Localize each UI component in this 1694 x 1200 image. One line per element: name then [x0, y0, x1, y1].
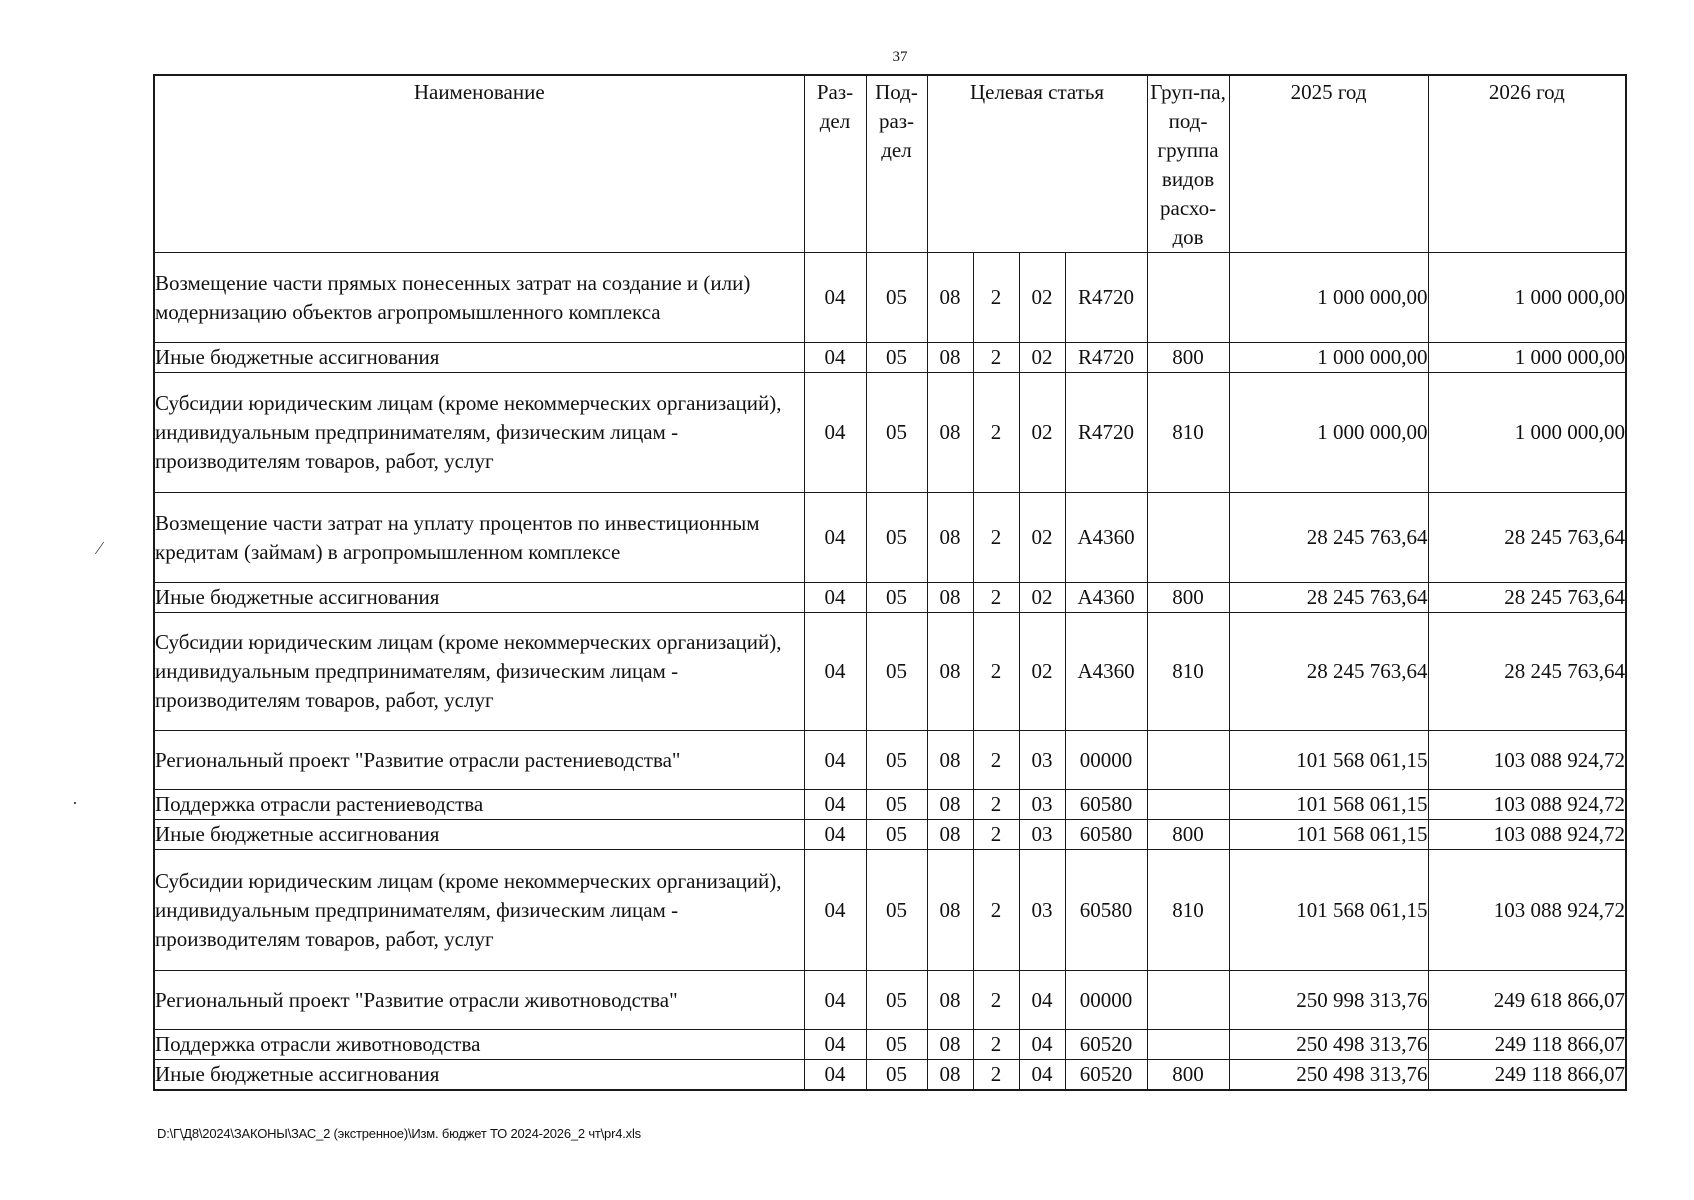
amount-2025-cell: 250 998 313,76 — [1229, 971, 1428, 1030]
target-program-cell: 08 — [927, 493, 973, 583]
target-event-cell: 04 — [1019, 1060, 1065, 1091]
row-name: Иные бюджетные ассигнования — [154, 1060, 804, 1091]
target-event-cell: 03 — [1019, 850, 1065, 971]
amount-2025-cell: 1 000 000,00 — [1229, 343, 1428, 373]
page-number: 37 — [892, 49, 908, 65]
target-program-cell: 08 — [927, 343, 973, 373]
target-direction-cell: 60520 — [1065, 1060, 1147, 1091]
target-subprogram-cell: 2 — [973, 850, 1019, 971]
razdel-cell: 04 — [804, 613, 866, 731]
razdel-cell: 04 — [804, 583, 866, 613]
table-row — [154, 373, 1626, 493]
razdel-cell: 04 — [804, 343, 866, 373]
podrazdel-cell: 05 — [866, 820, 927, 850]
amount-2026-cell: 249 118 866,07 — [1428, 1030, 1626, 1060]
podrazdel-cell: 05 — [866, 253, 927, 343]
header-target: Целевая статья — [927, 75, 1147, 253]
table-row — [154, 1030, 1626, 1060]
expense-group-cell — [1147, 731, 1229, 790]
amount-2026-cell: 1 000 000,00 — [1428, 343, 1626, 373]
target-program-cell: 08 — [927, 373, 973, 493]
target-event-cell: 02 — [1019, 373, 1065, 493]
target-program-cell: 08 — [927, 731, 973, 790]
expense-group-cell — [1147, 790, 1229, 820]
amount-2026-cell: 249 618 866,07 — [1428, 971, 1626, 1030]
razdel-cell: 04 — [804, 493, 866, 583]
footer-file-path: D:\Г\Д8\2024\ЗАКОНЫ\ЗАС_2 (экстренное)\Изм. бюджет ТО 2024-2026_2 чт\pr4.xls — [157, 1126, 641, 1141]
table-row — [154, 613, 1626, 731]
expense-group-cell — [1147, 493, 1229, 583]
row-name: Субсидии юридическим лицам (кроме некоммерческих организаций), индивидуальным предпринимателям, физическим лицам - производителям товаров, работ, услуг — [154, 850, 804, 971]
table-row — [154, 583, 1626, 613]
target-subprogram-cell: 2 — [973, 343, 1019, 373]
amount-2025-cell: 28 245 763,64 — [1229, 613, 1428, 731]
row-name: Возмещение части затрат на уплату процентов по инвестиционным кредитам (займам) в агропромышленном комплексе — [154, 493, 804, 583]
target-program-cell: 08 — [927, 850, 973, 971]
amount-2025-cell: 28 245 763,64 — [1229, 493, 1428, 583]
podrazdel-cell: 05 — [866, 373, 927, 493]
amount-2025-cell: 28 245 763,64 — [1229, 583, 1428, 613]
podrazdel-cell: 05 — [866, 1060, 927, 1091]
table-row — [154, 1060, 1626, 1091]
header-year-2026: 2026 год — [1428, 75, 1626, 253]
razdel-cell: 04 — [804, 971, 866, 1030]
table-row — [154, 790, 1626, 820]
razdel-cell: 04 — [804, 790, 866, 820]
target-direction-cell: A4360 — [1065, 583, 1147, 613]
row-name: Региональный проект "Развитие отрасли растениеводства" — [154, 731, 804, 790]
table-row — [154, 820, 1626, 850]
target-program-cell: 08 — [927, 583, 973, 613]
podrazdel-cell: 05 — [866, 971, 927, 1030]
razdel-cell: 04 — [804, 731, 866, 790]
target-direction-cell: 60580 — [1065, 820, 1147, 850]
podrazdel-cell: 05 — [866, 493, 927, 583]
row-name: Субсидии юридическим лицам (кроме некоммерческих организаций), индивидуальным предпринимателям, физическим лицам - производителям товаров, работ, услуг — [154, 373, 804, 493]
row-name: Иные бюджетные ассигнования — [154, 820, 804, 850]
target-direction-cell: R4720 — [1065, 253, 1147, 343]
razdel-cell: 04 — [804, 850, 866, 971]
expense-group-cell — [1147, 971, 1229, 1030]
target-event-cell: 04 — [1019, 1030, 1065, 1060]
target-program-cell: 08 — [927, 1030, 973, 1060]
razdel-cell: 04 — [804, 373, 866, 493]
target-subprogram-cell: 2 — [973, 790, 1019, 820]
target-subprogram-cell: 2 — [973, 1030, 1019, 1060]
podrazdel-cell: 05 — [866, 583, 927, 613]
amount-2025-cell: 250 498 313,76 — [1229, 1030, 1428, 1060]
row-name: Субсидии юридическим лицам (кроме некоммерческих организаций), индивидуальным предпринимателям, физическим лицам - производителям товаров, работ, услуг — [154, 613, 804, 731]
table-row — [154, 253, 1626, 343]
target-subprogram-cell: 2 — [973, 731, 1019, 790]
expense-group-cell: 800 — [1147, 820, 1229, 850]
amount-2025-cell: 101 568 061,15 — [1229, 790, 1428, 820]
row-name: Иные бюджетные ассигнования — [154, 343, 804, 373]
target-direction-cell: R4720 — [1065, 373, 1147, 493]
amount-2026-cell: 103 088 924,72 — [1428, 731, 1626, 790]
expense-group-cell — [1147, 253, 1229, 343]
expense-group-cell — [1147, 1030, 1229, 1060]
expense-group-cell: 810 — [1147, 850, 1229, 971]
target-subprogram-cell: 2 — [973, 583, 1019, 613]
target-subprogram-cell: 2 — [973, 253, 1019, 343]
budget-table — [153, 74, 1627, 1091]
podrazdel-cell: 05 — [866, 790, 927, 820]
target-subprogram-cell: 2 — [973, 373, 1019, 493]
amount-2026-cell: 103 088 924,72 — [1428, 850, 1626, 971]
target-event-cell: 03 — [1019, 790, 1065, 820]
target-subprogram-cell: 2 — [973, 613, 1019, 731]
row-name: Поддержка отрасли животноводства — [154, 1030, 804, 1060]
table-header-row — [154, 75, 1626, 253]
expense-group-cell: 810 — [1147, 613, 1229, 731]
amount-2025-cell: 101 568 061,15 — [1229, 820, 1428, 850]
amount-2026-cell: 1 000 000,00 — [1428, 373, 1626, 493]
target-subprogram-cell: 2 — [973, 493, 1019, 583]
target-event-cell: 03 — [1019, 820, 1065, 850]
row-name: Региональный проект "Развитие отрасли животноводства" — [154, 971, 804, 1030]
header-group: Груп-па, под-группа видов расхо-дов — [1147, 75, 1229, 253]
row-name: Возмещение части прямых понесенных затрат на создание и (или) модернизацию объектов агропромышленного комплекса — [154, 253, 804, 343]
amount-2026-cell: 28 245 763,64 — [1428, 493, 1626, 583]
amount-2025-cell: 101 568 061,15 — [1229, 850, 1428, 971]
header-podrazdel: Под-раз-дел — [866, 75, 927, 253]
header-year-2025: 2025 год — [1229, 75, 1428, 253]
podrazdel-cell: 05 — [866, 731, 927, 790]
amount-2025-cell: 101 568 061,15 — [1229, 731, 1428, 790]
expense-group-cell: 800 — [1147, 1060, 1229, 1091]
amount-2025-cell: 1 000 000,00 — [1229, 253, 1428, 343]
podrazdel-cell: 05 — [866, 343, 927, 373]
target-direction-cell: 00000 — [1065, 971, 1147, 1030]
table-row — [154, 850, 1626, 971]
target-direction-cell: 60580 — [1065, 790, 1147, 820]
table-row — [154, 343, 1626, 373]
razdel-cell: 04 — [804, 1060, 866, 1091]
razdel-cell: 04 — [804, 253, 866, 343]
target-program-cell: 08 — [927, 971, 973, 1030]
target-program-cell: 08 — [927, 790, 973, 820]
target-direction-cell: 60520 — [1065, 1030, 1147, 1060]
row-name: Иные бюджетные ассигнования — [154, 583, 804, 613]
amount-2026-cell: 1 000 000,00 — [1428, 253, 1626, 343]
target-direction-cell: A4360 — [1065, 493, 1147, 583]
target-event-cell: 02 — [1019, 583, 1065, 613]
target-event-cell: 04 — [1019, 971, 1065, 1030]
podrazdel-cell: 05 — [866, 613, 927, 731]
target-event-cell: 02 — [1019, 253, 1065, 343]
target-subprogram-cell: 2 — [973, 971, 1019, 1030]
expense-group-cell: 810 — [1147, 373, 1229, 493]
target-event-cell: 02 — [1019, 613, 1065, 731]
target-event-cell: 03 — [1019, 731, 1065, 790]
header-name: Наименование — [154, 75, 804, 253]
podrazdel-cell: 05 — [866, 850, 927, 971]
target-program-cell: 08 — [927, 1060, 973, 1091]
target-event-cell: 02 — [1019, 343, 1065, 373]
amount-2026-cell: 249 118 866,07 — [1428, 1060, 1626, 1091]
amount-2026-cell: 28 245 763,64 — [1428, 583, 1626, 613]
amount-2026-cell: 103 088 924,72 — [1428, 790, 1626, 820]
target-subprogram-cell: 2 — [973, 1060, 1019, 1091]
target-direction-cell: R4720 — [1065, 343, 1147, 373]
target-program-cell: 08 — [927, 253, 973, 343]
target-direction-cell: 00000 — [1065, 731, 1147, 790]
amount-2025-cell: 1 000 000,00 — [1229, 373, 1428, 493]
razdel-cell: 04 — [804, 1030, 866, 1060]
table-row — [154, 971, 1626, 1030]
target-program-cell: 08 — [927, 820, 973, 850]
expense-group-cell: 800 — [1147, 343, 1229, 373]
header-razdel: Раз-дел — [804, 75, 866, 253]
scan-dot: · — [72, 793, 78, 813]
razdel-cell: 04 — [804, 820, 866, 850]
table-row — [154, 493, 1626, 583]
amount-2026-cell: 103 088 924,72 — [1428, 820, 1626, 850]
amount-2026-cell: 28 245 763,64 — [1428, 613, 1626, 731]
expense-group-cell: 800 — [1147, 583, 1229, 613]
target-direction-cell: 60580 — [1065, 850, 1147, 971]
target-subprogram-cell: 2 — [973, 820, 1019, 850]
row-name: Поддержка отрасли растениеводства — [154, 790, 804, 820]
target-event-cell: 02 — [1019, 493, 1065, 583]
podrazdel-cell: 05 — [866, 1030, 927, 1060]
table-row — [154, 731, 1626, 790]
target-program-cell: 08 — [927, 613, 973, 731]
target-direction-cell: A4360 — [1065, 613, 1147, 731]
scan-mark: ⁄ — [98, 538, 102, 558]
amount-2025-cell: 250 498 313,76 — [1229, 1060, 1428, 1091]
